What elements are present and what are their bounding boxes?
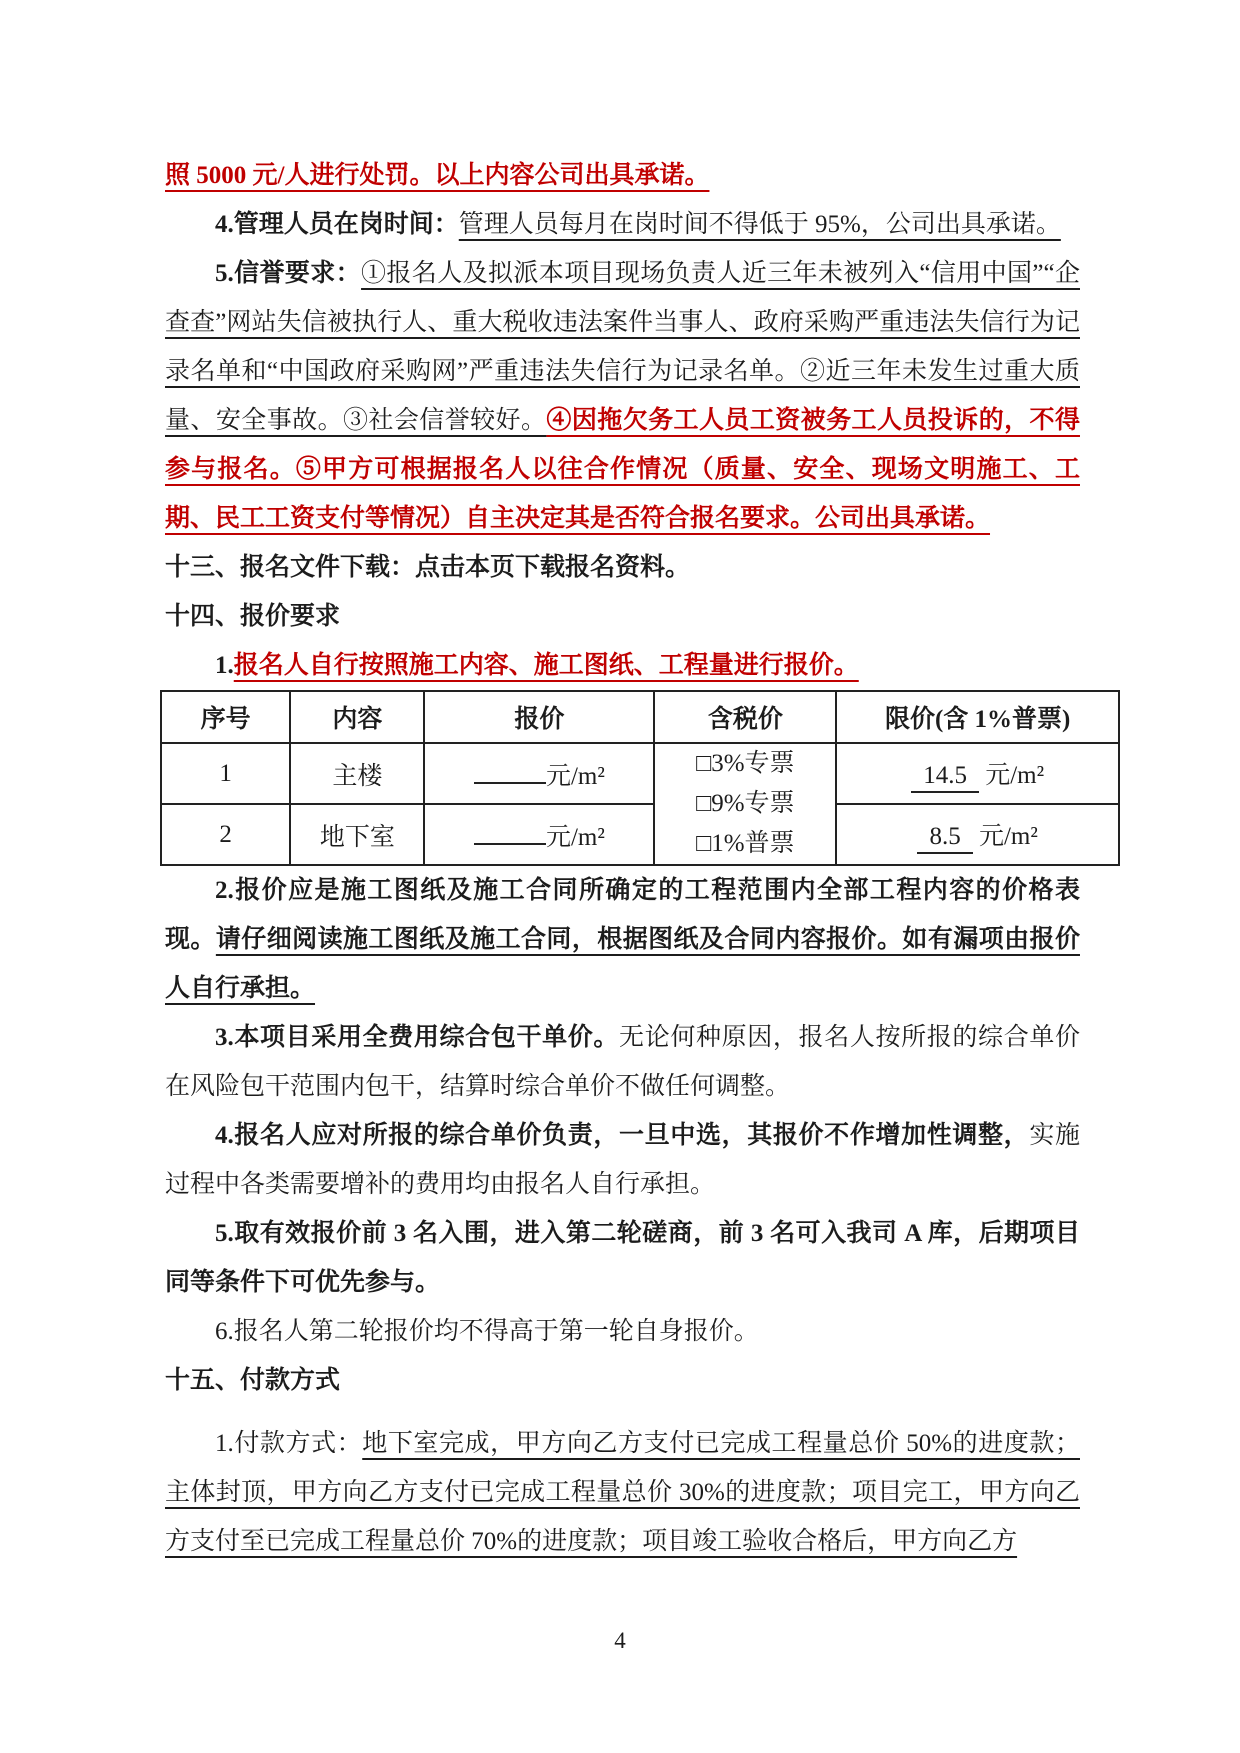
section-15-heading: 十五、付款方式 [165, 1367, 341, 1394]
table-row [161, 804, 1119, 865]
section-4-label: 4.管理人员在岗时间： [215, 211, 459, 238]
document-body [165, 151, 1080, 1566]
header-limit-price: 限价(含 1%普票) [836, 691, 1119, 743]
tax-option-checkbox-9pct: □9%专票 [696, 790, 795, 817]
payment-terms [165, 1419, 1080, 1566]
tax-option-checkbox-1pct: □1%普票 [696, 830, 795, 857]
quote-item-3-lead: 3.本项目采用全费用综合包干单价。 [215, 1024, 620, 1051]
section-5-reputation [165, 249, 1080, 543]
cell-limit-2 [836, 804, 1119, 865]
tax-option-checkbox-3pct: □3%专票 [696, 750, 795, 777]
quote-item-1 [165, 641, 1080, 690]
quote-item-4 [165, 1111, 1080, 1209]
quote-item-2 [165, 866, 1080, 1013]
section-4-on-duty-time [165, 200, 1080, 249]
cell-content-1: 主楼 [290, 743, 424, 804]
cell-quote-2 [424, 804, 654, 865]
quote-item-3 [165, 1013, 1080, 1111]
quote-unit-1: 元/m² [545, 762, 605, 790]
limit-value-1: 14.5 [911, 761, 979, 793]
cell-content-2: 地下室 [290, 804, 424, 865]
section-5-label: 5.信誉要求： [215, 260, 362, 287]
header-tax-price: 含税价 [654, 691, 836, 743]
quote-blank-line [474, 782, 546, 784]
quote-item-6: 6.报名人第二轮报价均不得高于第一轮自身报价。 [215, 1318, 759, 1345]
quote-item-1-text: 报名人自行按照施工内容、施工图纸、工程量进行报价。 [233, 652, 859, 679]
cell-serial-2: 2 [161, 804, 290, 865]
cell-tax-options [654, 743, 836, 865]
cell-quote-1 [424, 743, 654, 804]
quote-item-2-lead: 2.报价应是施工图纸及施工合同所确定的工程范围内全部工程内容的价格表现。 [165, 877, 1080, 953]
header-serial-number: 序号 [161, 691, 290, 743]
page-number: 4 [614, 1628, 626, 1653]
quote-blank-line [474, 843, 546, 845]
section-14-heading: 十四、报价要求 [165, 603, 341, 630]
quote-item-3-body: 无论何种原因，报名人按所报的综合单价在风险包干范围内包干，结算时综合单价不做任何调整。 [165, 1024, 1080, 1100]
section-5-body-red: ④因拖欠务工人员工资被务工人员投诉的，不得参与报名。⑤甲方可根据报名人以往合作情况（质量、安全、现场文明施工、工期、民工工资支付等情况）自主决定其是否符合报名要求。公司出具承诺。 [165, 407, 1080, 532]
payment-body: 地下室完成，甲方向乙方支付已完成工程量总价 50%的进度款；主体封顶，甲方向乙方支付已完成工程量总价 30%的进度款；项目完工，甲方向乙方支付至已完成工程量总价 70%的进度款；项目竣工验收合格后，甲方向乙方 [165, 1430, 1080, 1555]
cell-limit-1 [836, 743, 1119, 804]
quote-item-5: 5.取有效报价前 3 名入围，进入第二轮磋商，前 3 名可入我司 A 库，后期项目同等条件下可优先参与。 [165, 1220, 1080, 1296]
quote-item-2-underlined: 请仔细阅读施工图纸及施工合同，根据图纸及合同内容报价。如有漏项由报价人自行承担。 [165, 926, 1080, 1002]
header-quote: 报价 [424, 691, 654, 743]
quote-unit-2: 元/m² [545, 823, 605, 851]
limit-value-2: 8.5 [917, 822, 972, 854]
limit-unit-1: 元/m² [985, 761, 1045, 789]
payment-label: 1.付款方式： [215, 1430, 363, 1457]
table-row [161, 743, 1119, 804]
section-13-heading: 十三、报名文件下载：点击本页下载报名资料。 [165, 554, 691, 581]
carryover-line [165, 151, 1080, 200]
table-header-row [161, 691, 1119, 743]
price-quote-table [160, 690, 1120, 866]
quote-item-1-number: 1. [215, 652, 234, 679]
carryover-text: 照 5000 元/人进行处罚。以上内容公司出具承诺。 [165, 162, 710, 189]
limit-unit-2: 元/m² [978, 822, 1038, 850]
quote-item-4-lead: 4.报名人应对所报的综合单价负责，一旦中选，其报价不作增加性调整， [215, 1122, 1030, 1149]
section-4-body: 管理人员每月在岗时间不得低于 95%，公司出具承诺。 [458, 211, 1061, 238]
header-content: 内容 [290, 691, 424, 743]
quote-item-4-body: 实施过程中各类需要增补的费用均由报名人自行承担。 [165, 1122, 1080, 1198]
section-5-body-black: ①报名人及拟派本项目现场负责人近三年未被列入“信用中国”“企查查”网站失信被执行人、重大税收违法案件当事人、政府采购严重违法失信行为记录名单和“中国政府采购网”严重违法失信行为记录名单。②近三年未发生过重大质量、安全事故。③社会信誉较好。 [165, 260, 1080, 434]
cell-serial-1: 1 [161, 743, 290, 804]
